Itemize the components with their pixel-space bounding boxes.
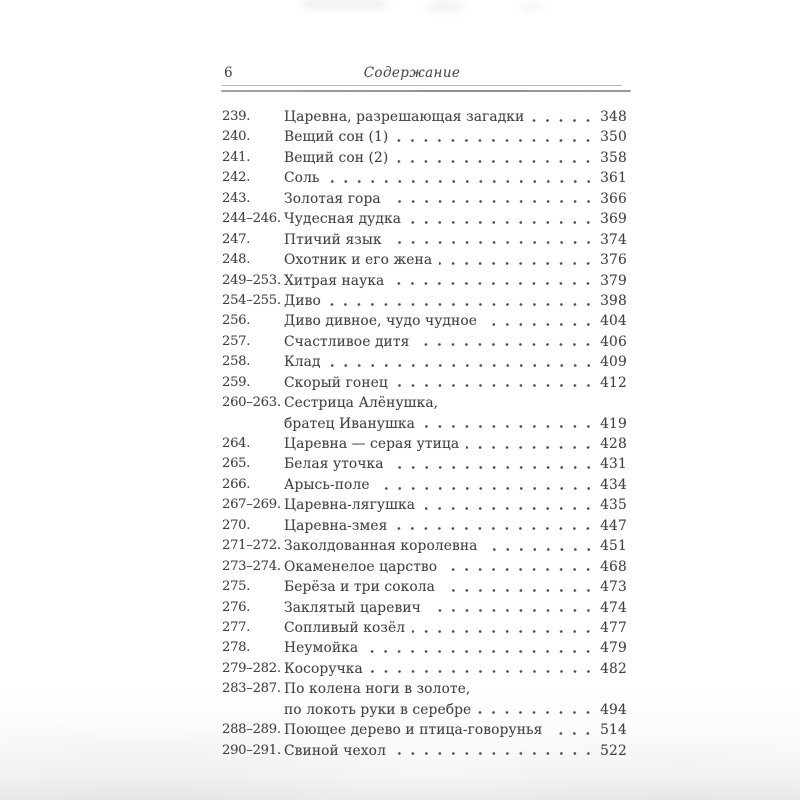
entry-page-number: 434 (600, 476, 627, 493)
dot-leader (478, 700, 596, 720)
entry-page-number: 468 (600, 558, 627, 575)
entry-title: братец Иванушка (284, 415, 415, 432)
entry-number: 270. (222, 517, 251, 533)
entry-number: 256. (222, 313, 251, 329)
toc-row (222, 516, 627, 536)
toc-row (222, 577, 627, 597)
entry-number: 239. (222, 109, 251, 124)
dot-leader (422, 414, 596, 434)
entry-page-number: 409 (600, 354, 627, 371)
entry-number: 279–282. (222, 660, 281, 676)
dot-leader (549, 720, 596, 740)
entry-page-number: 379 (600, 272, 627, 289)
toc-row (222, 271, 627, 291)
entry-number: 273–274. (222, 558, 281, 574)
entry-page-number: 348 (600, 109, 627, 125)
dot-leader (439, 250, 596, 270)
toc-row (222, 679, 627, 699)
entry-title: Скорый гонец (284, 374, 388, 391)
entry-page-number: 428 (600, 436, 627, 452)
entry-title: По колена ноги в золоте, (284, 681, 471, 698)
entry-page-number: 494 (600, 701, 627, 718)
entry-title: Птичий язык (284, 231, 382, 248)
entry-title: Соль (284, 170, 320, 187)
toc-row (222, 311, 627, 331)
toc-row (222, 618, 627, 638)
entry-number (222, 700, 284, 720)
entry-number: 266. (222, 476, 251, 492)
entry-title: Царевна — серая утица (284, 436, 460, 452)
toc-row (222, 638, 627, 658)
toc-row (222, 659, 627, 679)
entry-number: 271–272. (222, 538, 281, 554)
entry-number: 288–289. (222, 722, 281, 738)
entry-number: 278. (222, 640, 251, 656)
entry-number: 243. (222, 190, 251, 206)
entry-title: Золотая гора (284, 190, 381, 207)
entry-page-number: 404 (600, 313, 627, 330)
toc-row (222, 107, 627, 127)
dot-leader (389, 230, 596, 250)
entry-number: 260–263. (222, 395, 281, 411)
entry-title: Арысь-поле (284, 476, 370, 493)
toc-row (222, 189, 627, 209)
entry-number: 247. (222, 231, 251, 247)
entry-number: 248. (222, 252, 251, 268)
toc-list (222, 107, 627, 761)
entry-title: Вещий сон (1) (284, 129, 389, 146)
entry-title: Хитрая наука (284, 272, 385, 289)
entry-title: Неумойка (284, 640, 359, 657)
dot-leader (442, 577, 596, 597)
dot-leader (393, 741, 596, 761)
entry-page-number: 447 (600, 517, 627, 534)
toc-row (222, 454, 627, 474)
entry-number: 276. (222, 599, 251, 615)
entry-number: 277. (222, 619, 251, 635)
entry-title: Царевна-змея (284, 517, 388, 534)
entry-title: Счастливое дитя (284, 333, 410, 350)
dot-leader (391, 271, 596, 291)
entry-number: 244–246. (222, 211, 281, 227)
entry-title: Сестрица Алёнушка, (284, 395, 439, 412)
dot-leader (395, 148, 596, 168)
scan-smudge (520, 3, 542, 10)
toc-row (222, 414, 627, 434)
toc-row (222, 495, 627, 515)
dot-leader (327, 168, 597, 188)
toc-row (222, 393, 627, 413)
toc-row (222, 127, 627, 147)
header-rule-dark (221, 90, 631, 92)
entry-number (222, 414, 284, 434)
entry-title: Клад (284, 354, 321, 371)
dot-leader (416, 332, 596, 352)
dot-leader (422, 495, 596, 515)
dot-leader (395, 373, 596, 393)
entry-page-number: 431 (600, 456, 627, 473)
entry-title: Диво дивное, чудо чудное (284, 313, 477, 330)
toc-row (222, 557, 627, 577)
entry-page-number: 522 (600, 742, 627, 759)
header-rule-light (222, 85, 622, 86)
folio-number: 6 (224, 65, 233, 81)
entry-number: 241. (222, 149, 251, 165)
dot-leader (391, 454, 596, 474)
entry-title: Охотник и его жена (284, 252, 433, 269)
entry-page-number: 366 (600, 190, 627, 207)
entry-page-number: 374 (600, 231, 627, 248)
entry-page-number: 482 (600, 660, 627, 677)
entry-page-number: 369 (600, 211, 627, 228)
dot-leader (394, 516, 596, 536)
entry-number: 283–287. (222, 681, 281, 697)
dot-leader (484, 311, 596, 331)
dot-leader (370, 659, 596, 679)
dot-leader (531, 107, 596, 127)
dot-leader (365, 638, 596, 658)
entry-title: Царевна, разрешающая загадки (284, 109, 525, 125)
entry-number: 258. (222, 354, 251, 370)
dot-leader (395, 127, 596, 147)
entry-page-number: 419 (600, 415, 627, 432)
toc-row (222, 741, 627, 761)
entry-page-number: 479 (600, 640, 627, 657)
entry-title: Белая уточка (284, 456, 384, 473)
entry-page-number: 376 (600, 252, 627, 269)
toc-row (222, 352, 627, 372)
entry-number: 267–269. (222, 497, 281, 513)
toc-row (222, 700, 627, 720)
entry-number: 249–253. (222, 272, 281, 288)
dot-leader (408, 209, 596, 229)
entry-number: 265. (222, 456, 251, 472)
entry-title: Косоручка (284, 660, 363, 677)
dot-leader (466, 434, 596, 454)
toc-row (222, 148, 627, 168)
dot-leader (444, 557, 596, 577)
entry-title: Сопливый козёл (284, 619, 406, 636)
entry-number: 254–255. (222, 292, 281, 308)
dot-leader (388, 189, 596, 209)
entry-number: 240. (222, 129, 251, 145)
toc-row (222, 434, 627, 454)
entry-page-number: 474 (600, 599, 627, 616)
entry-page-number: 361 (600, 170, 627, 187)
entry-page-number: 358 (600, 149, 627, 166)
toc-row (222, 720, 627, 740)
entry-title: Диво (284, 292, 321, 309)
entry-page-number: 398 (600, 292, 627, 309)
dot-leader (412, 618, 596, 638)
entry-title: Окаменелое царство (284, 558, 438, 575)
entry-title: по локоть руки в серебре (284, 701, 472, 718)
toc-row (222, 250, 627, 270)
entry-title: Царевна-лягушка (284, 497, 416, 514)
dot-leader (377, 475, 596, 495)
entry-title: Чудесная дудка (284, 211, 402, 228)
toc-row (222, 475, 627, 495)
entry-title: Поющее дерево и птица-говорунья (284, 722, 543, 739)
toc-row (222, 332, 627, 352)
running-title: Содержание (363, 65, 461, 81)
dot-leader (328, 291, 596, 311)
entry-page-number: 435 (600, 497, 627, 514)
entry-number: 242. (222, 170, 251, 186)
toc-row (222, 536, 627, 556)
toc-row (222, 209, 627, 229)
toc-row (222, 291, 627, 311)
entry-title: Заклятый царевич (284, 599, 421, 616)
entry-title: Свиной чехол (284, 742, 386, 759)
entry-page-number: 473 (600, 579, 627, 596)
toc-row (222, 373, 627, 393)
entry-page-number: 406 (600, 333, 627, 350)
entry-page-number: 477 (600, 619, 627, 636)
page-header (222, 63, 626, 83)
entry-number: 264. (222, 436, 251, 451)
dot-leader (485, 536, 597, 556)
scan-smudge (428, 2, 462, 11)
scan-smudge (302, 1, 388, 8)
entry-page-number: 451 (600, 538, 627, 555)
toc-row (222, 598, 627, 618)
entry-title: Заколдованная королевна (284, 538, 478, 555)
dot-leader (328, 352, 596, 372)
dot-leader (428, 598, 596, 618)
entry-number: 275. (222, 579, 251, 595)
entry-number: 290–291. (222, 742, 281, 758)
entry-number: 257. (222, 333, 251, 349)
entry-title: Вещий сон (2) (284, 149, 389, 166)
entry-number: 259. (222, 374, 251, 390)
entry-page-number: 350 (600, 129, 627, 146)
entry-page-number: 514 (600, 722, 627, 739)
toc-row (222, 230, 627, 250)
entry-page-number: 412 (600, 374, 627, 391)
toc-row (222, 168, 627, 188)
entry-title: Берёза и три сокола (284, 579, 435, 596)
